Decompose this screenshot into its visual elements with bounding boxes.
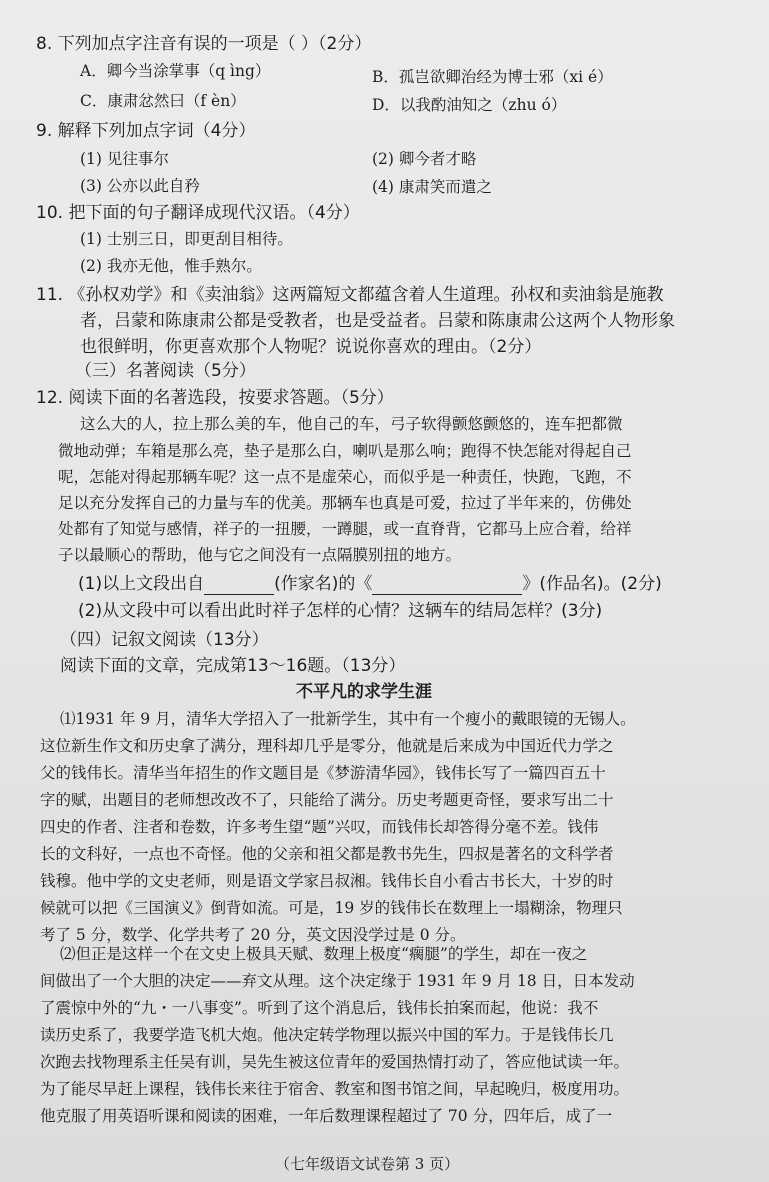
q12-passage-2: 微地动弹；车箱是那么亮，垫子是那么白，喇叭是那么响；跑得不快怎能对得起自己 — [58, 442, 632, 460]
article-title: 不平凡的求学生涯 — [296, 682, 432, 702]
article-p2-line-3: 了震惊中外的“九・一八事变”。听到了这个消息后，钱伟长拍案而起，他说：我不 — [40, 999, 599, 1017]
reading-intro: 阅读下面的文章，完成第13～16题。（13分） — [60, 656, 406, 676]
q9-stem: 9. 解释下列加点字词（4分） — [36, 121, 256, 141]
article-p2-line-4: 读历史系了，我要学造飞机大炮。他决定转学物理以振兴中国的军力。于是钱伟长几 — [40, 1026, 614, 1044]
article-p1-line-5: 四史的作者、注者和卷数，许多考生望“题”兴叹，而钱伟长却答得分毫不差。钱伟 — [40, 818, 599, 836]
section4-heading: （四）记叙文阅读（13分） — [60, 630, 269, 650]
article-p1-line-2: 这位新生作文和历史拿了满分，理科却几乎是零分，他就是后来成为中国近代力学之 — [40, 737, 614, 755]
q8-option-b: B．孤岂欲卿治经为博士邪（xi é） — [372, 68, 613, 86]
q10-item-1: (1) 士别三日，即更刮目相待。 — [80, 230, 293, 248]
q12-passage-4: 足以充分发挥自己的力量与车的优美。那辆车也真是可爱，拉过了半年来的，仿佛处 — [58, 494, 632, 512]
article-p1-line-8: 候就可以把《三国演义》倒背如流。可是，19 岁的钱伟长在数理上一塌糊涂，物理只 — [40, 899, 623, 917]
q10-stem: 10. 把下面的句子翻译成现代汉语。（4分） — [36, 203, 360, 223]
q12-sub1-text-a: (1)以上文段出自 — [78, 574, 205, 594]
q11-line-2: 者，吕蒙和陈康肃公都是受教者，也是受益者。吕蒙和陈康肃公这两个人物形象 — [80, 311, 675, 331]
q12-passage-3: 呢，怎能对得起那辆车呢？这一点不是虚荣心，而似乎是一种责任，快跑，飞跑，不 — [58, 468, 632, 486]
q9-item-4: (4) 康肃笑而遣之 — [372, 178, 492, 196]
article-p1-line-6: 长的文科好，一点也不奇怪。他的父亲和祖父都是教书先生，四叔是著名的文科学者 — [40, 845, 614, 863]
article-p1-line-7: 钱穆。他中学的文史老师，则是语文学家吕叔湘。钱伟长自小看古书长大，十岁的时 — [40, 872, 614, 890]
article-p1-line-1: ⑴1931 年 9 月，清华大学招入了一批新学生，其中有一个瘦小的戴眼镜的无锡人。 — [60, 710, 636, 728]
q11-line-1: 11. 《孙权劝学》和《卖油翁》这两篇短文都蕴含着人生道理。孙权和卖油翁是施教 — [36, 285, 664, 305]
q10-item-2: (2) 我亦无他，惟手熟尔。 — [80, 257, 262, 275]
q12-stem: 12. 阅读下面的名著选段，按要求答题。（5分） — [36, 388, 394, 408]
work-answer-blank[interactable] — [372, 576, 522, 595]
article-p1-line-9: 考了 5 分，数学、化学共考了 20 分，英文因没学过是 0 分。 — [40, 926, 466, 944]
q12-passage-1: 这么大的人，拉上那么美的车，他自己的车，弓子软得颤悠颤悠的，连车把都微 — [80, 415, 623, 433]
q12-passage-6: 子以最顺心的帮助，他与它之间没有一点隔膜别扭的地方。 — [58, 546, 462, 564]
q8-stem: 8. 下列加点字注音有误的一项是（ ）（2分） — [36, 34, 372, 54]
q12-sub2: (2)从文段中可以看出此时祥子怎样的心情？这辆车的结局怎样？(3分) — [78, 601, 603, 621]
q12-sub1 — [78, 573, 662, 595]
article-p2-line-1: ⑵但正是这样一个在文史上极具天赋、数理上极度“瘸腿”的学生，却在一夜之 — [60, 945, 588, 963]
q8-option-c: C．康肃忿然曰（f èn） — [80, 92, 246, 110]
q8-option-d: D．以我酌油知之（zhu ó） — [372, 96, 567, 114]
q11-line-3: 也很鲜明，你更喜欢那个人物呢？说说你喜欢的理由。（2分） — [80, 337, 542, 357]
q9-item-1: (1) 见往事尔 — [80, 150, 169, 168]
q12-sub1-text-b: (作家名)的《 — [274, 574, 373, 594]
q12-passage-5: 处都有了知觉与感情，祥子的一扭腰，一蹲腿，或一直脊背，它都马上应合着，给祥 — [58, 520, 632, 538]
article-p2-line-7: 他克服了用英语听课和阅读的困难，一年后数理课程超过了 70 分，四年后，成了一 — [40, 1107, 613, 1125]
article-p1-line-3: 父的钱伟长。清华当年招生的作文题目是《梦游清华园》，钱伟长写了一篇四百五十 — [40, 764, 606, 782]
q9-item-2: (2) 卿今者才略 — [372, 150, 477, 168]
article-p1-line-4: 字的赋，出题目的老师想改改不了，只能给了满分。历史考题更奇怪，要求写出二十 — [40, 791, 614, 809]
section3-heading: （三）名著阅读（5分） — [75, 361, 256, 381]
q12-sub1-text-c: 》(作品名)。(2分) — [522, 574, 662, 594]
article-p2-line-6: 为了能尽早赶上课程，钱伟长来往于宿舍、教室和图书馆之间，早起晚归，极度用功。 — [40, 1080, 630, 1098]
article-p2-line-5: 次跑去找物理系主任吴有训，吴先生被这位青年的爱国热情打动了，答应他试读一年。 — [40, 1053, 630, 1071]
author-answer-blank[interactable] — [204, 576, 274, 595]
q8-option-a: A．卿今当涂掌事（q ìng） — [80, 62, 271, 80]
q9-item-3: (3) 公亦以此自矜 — [80, 177, 200, 195]
article-p2-line-2: 间做出了一个大胆的决定——弃文从理。这个决定缘于 1931 年 9 月 18 日，日本发动 — [40, 972, 635, 990]
page-footer: （七年级语文试卷第 3 页） — [275, 1155, 460, 1173]
